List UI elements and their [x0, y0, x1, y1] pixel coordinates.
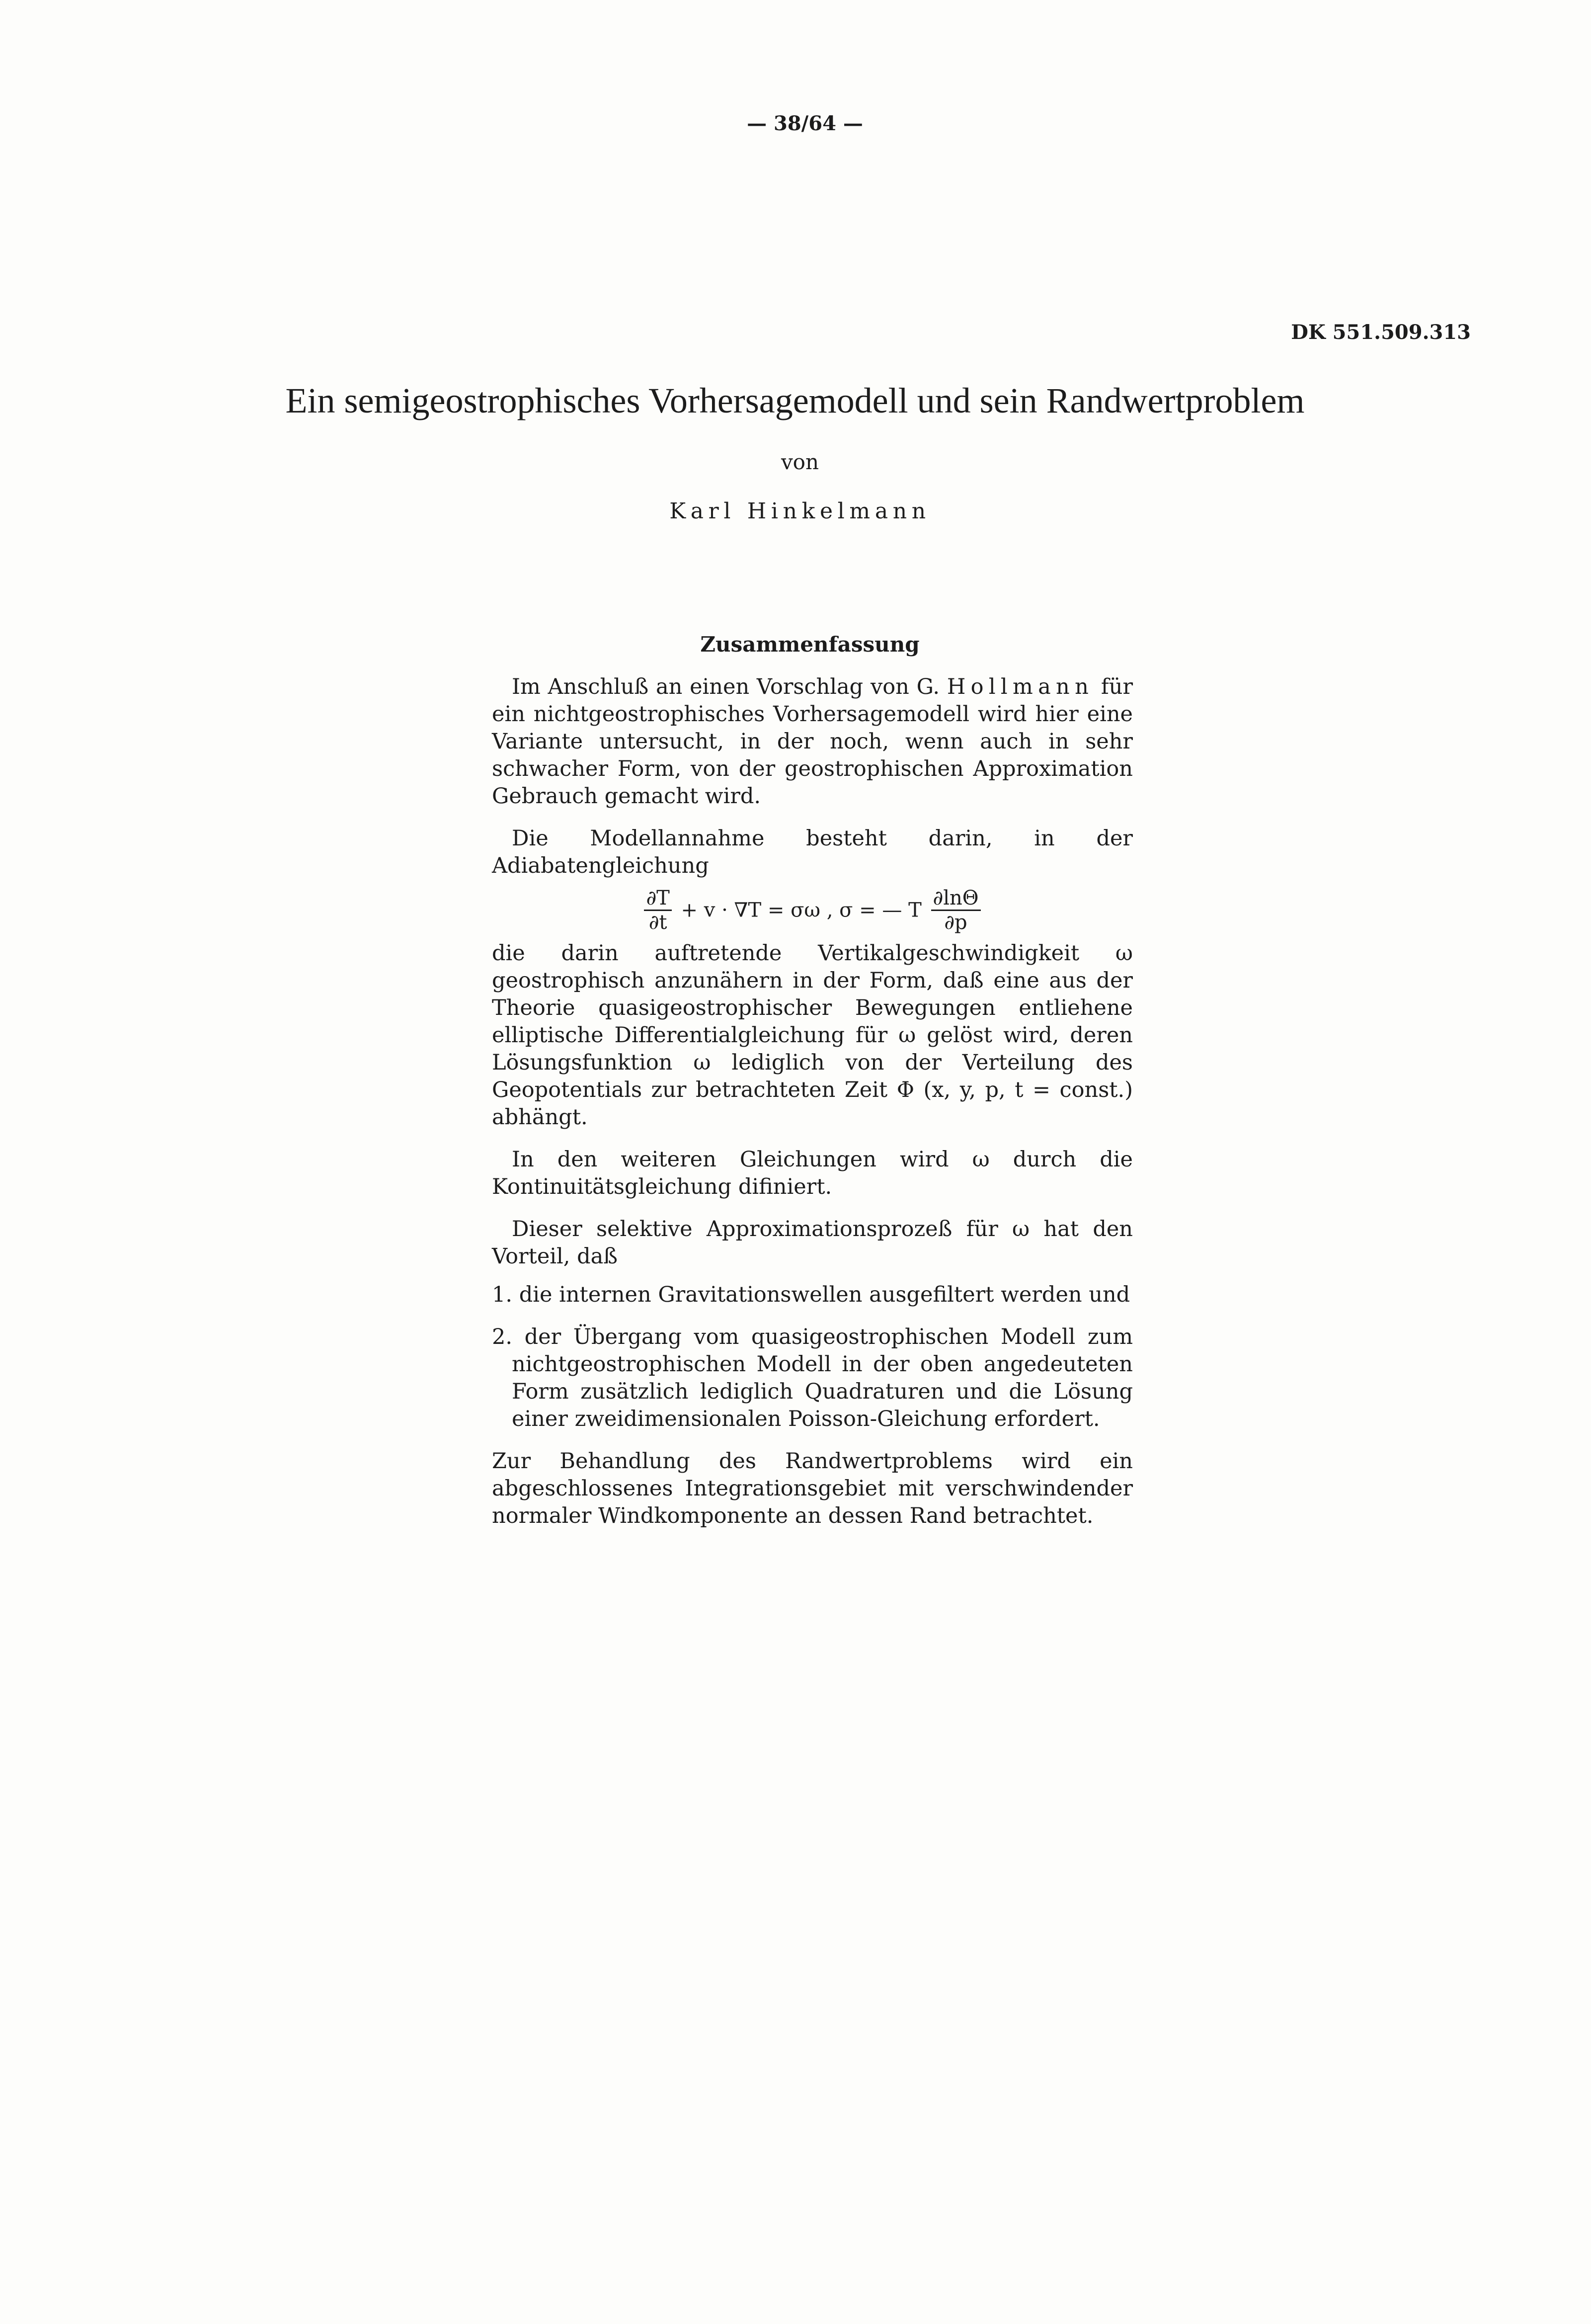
article-title: Ein semigeostrophisches Vorhersagemodell und sein Randwertproblem	[285, 381, 1305, 420]
abstract-paragraph-3: die darin auftretende Vertikalgeschwindigkeit ω geostrophisch anzunähern in der Form, daß eine aus der Theorie quasigeostrophischer Bewegungen entliehene elliptische Differentialgleichung für ω gelöst wird, deren Lösungsfunktion ω lediglich von der Verteilung des Geopotentials zur betrachteten Zeit Φ (x, y, p, t = const.) abhängt.	[492, 941, 1133, 1130]
dk-classification-code: DK 551.509.313	[1291, 321, 1471, 344]
p1-text-after: für ein nichtgeostrophisches Vorhersagemodell wird hier eine Variante untersucht, in der noch, wenn auch in sehr schwacher Form, von der geostrophischen Approximation Gebrauch gemacht wird.	[492, 674, 1133, 809]
abstract-paragraph-6: Zur Behandlung des Randwertproblems wird ein abgeschlossenes Integrationsgebiet mit verschwindender normaler Windkomponente an dessen Rand betrachtet.	[492, 1449, 1133, 1528]
p1-text-before: Im Anschluß an einen Vorschlag von G.	[512, 674, 940, 699]
abstract-paragraph-4: In den weiteren Gleichungen wird ω durch die Kontinuitätsgleichung difiniert.	[492, 1147, 1133, 1199]
byline-von: von	[781, 450, 819, 474]
cited-author-name: Hollmann	[947, 674, 1094, 699]
fraction-numerator: ∂lnΘ	[931, 887, 981, 911]
fraction-numerator: ∂T	[644, 887, 671, 911]
fraction-denominator: ∂p	[944, 911, 967, 934]
list-item: 2. der Übergang vom quasigeostrophischen Modell zum nichtgeostrophischen Modell in der oben angedeuteten Form zusätzlich lediglich Quadraturen und die Lösung einer zweidimensionalen Poisson-Gleichung erfordert.	[492, 1325, 1133, 1431]
abstract-paragraph-5: Dieser selektive Approximationsprozeß für ω hat den Vorteil, daß	[492, 1217, 1133, 1269]
fraction-dlntheta-dp	[931, 887, 981, 934]
list-item: 1. die internen Gravitationswellen ausgefiltert werden und	[492, 1282, 1130, 1307]
equation-middle: + v · ∇T = σω , σ = — T	[681, 899, 922, 922]
fraction-denominator: ∂t	[648, 911, 667, 934]
page-number: — 38/64 —	[747, 112, 863, 135]
abstract-heading: Zusammenfassung	[700, 632, 920, 657]
abstract-body	[492, 673, 1133, 1545]
author-name: Karl Hinkelmann	[669, 498, 931, 524]
abstract-paragraph-1	[492, 673, 1133, 810]
advantages-list	[492, 1281, 1133, 1433]
fraction-dT-dt	[644, 887, 671, 934]
abstract-paragraph-2: Die Modellannahme besteht darin, in der Adiabatengleichung	[492, 826, 1133, 878]
adiabatic-equation	[492, 887, 1133, 934]
